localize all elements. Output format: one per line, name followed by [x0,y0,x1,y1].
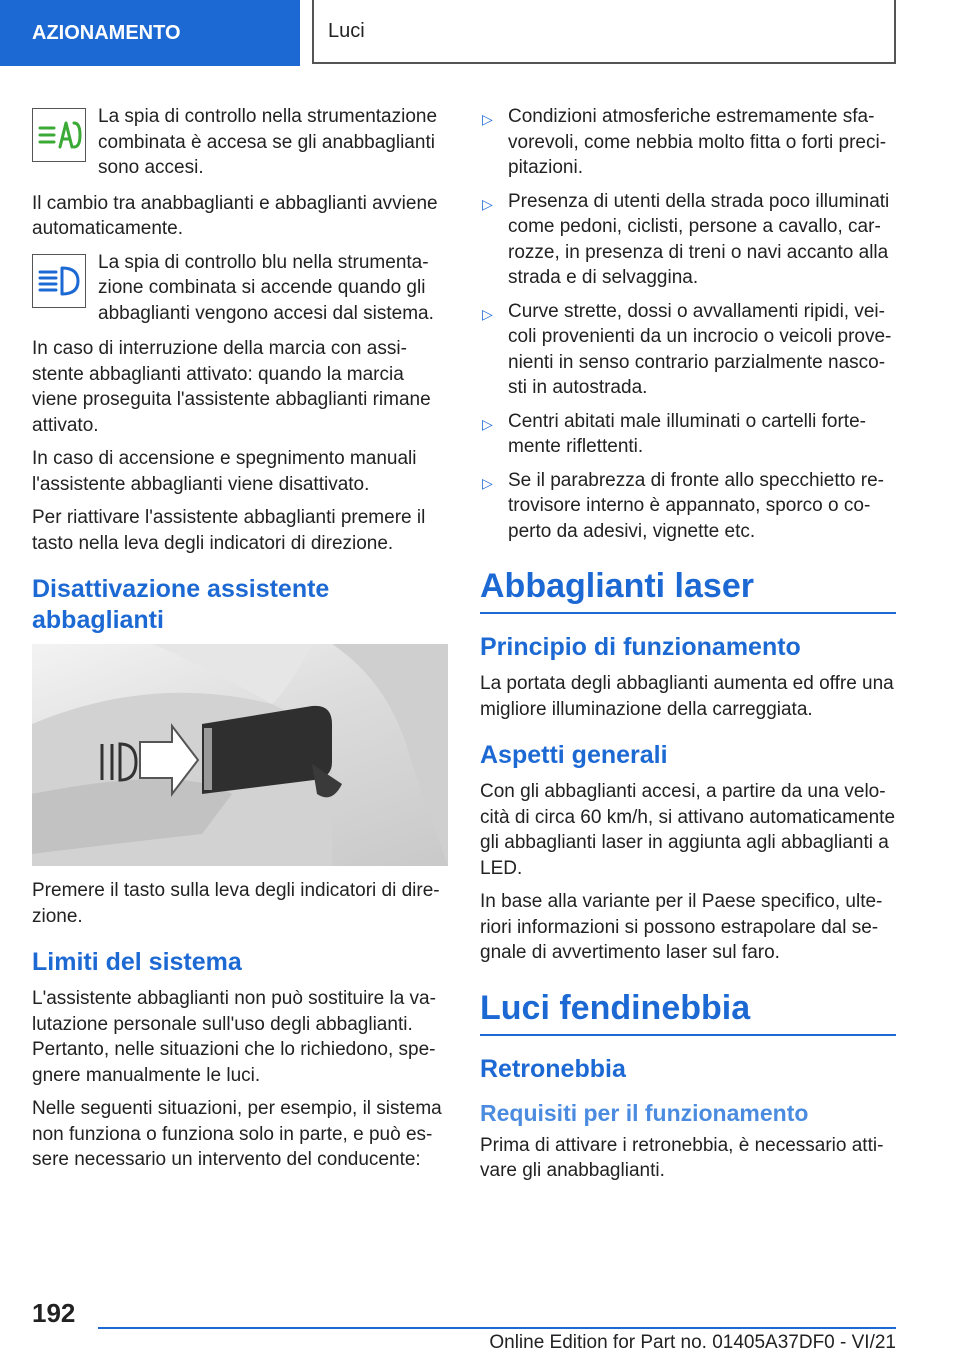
paragraph: L'assistente abbaglianti non può sostituire la va-lutazione personale sull'uso degli abbaglianti. Pertanto, nelle situazioni che lo richiedono, spe-gnere manualmente le luci. [32,988,436,1086]
paragraph: Per riattivare l'assistente abbaglianti premere il tasto nella leva degli indicatori di direzione. [32,507,426,554]
section-label: AZIONAMENTO [32,21,181,44]
figure-caption: Premere il tasto sulla leva degli indicatori di dire-zione. [32,880,440,927]
indicator-note-green-text: La spia di controllo nella strumentazione combinata è accesa se gli anabbaglianti sono accesi. [98,106,438,178]
turn-signal-lever-illustration [32,644,448,866]
paragraph: In caso di accensione e spegnimento manuali l'assistente abbaglianti viene disattivato. [32,448,417,495]
list-item: ▷ Se il parabrezza di fronte allo specchietto re-trovisore interno è appannato, sporco o co-perto da adesivi, vignette etc. [482,469,884,542]
list-item: ▷ Centri abitati male illuminati o cartelli forte-mente riflettenti. [482,410,866,457]
page-number: 192 [32,1298,76,1328]
indicator-note-blue-text: La spia di controllo blu nella strumenta-zione combinata si accende quando gli abbaglianti vengono accesi dal sistema. [98,251,434,324]
left-column [32,104,448,1181]
triangle-bullet-icon: ▷ [482,415,493,432]
paragraph: Con gli abbaglianti accesi, a partire da una velo-cità di circa 60 km/h, si attivano automaticamente gli abbaglianti laser in aggiunta agli abbaglianti a LED. [480,781,896,879]
triangle-bullet-icon: ▷ [482,111,493,127]
paragraph: Nelle seguenti situazioni, per esempio, il sistema non funziona o funziona solo in parte, e può es-sere necessario un intervento del conducente: [32,1098,442,1170]
chapter-label: Luci [328,19,365,42]
section-heading: Disattivazione assistente abbaglianti [32,575,330,634]
subsection-heading: Requisiti per il funzionamento [480,1099,809,1126]
list-item: ▷ Condizioni atmosferiche estremamente sfa-vorevoli, come nebbia molto fitta o forti preci-pitazioni. [482,106,887,178]
section-tab [0,0,300,66]
section-heading: Principio di funzionamento [480,633,801,661]
right-column [480,104,896,1192]
paragraph: Prima di attivare i retronebbia, è necessario atti-vare gli anabbaglianti. [480,1134,884,1181]
triangle-bullet-icon: ▷ [482,195,493,212]
section-heading: Aspetti generali [480,741,668,769]
footer-rule [98,1327,896,1329]
triangle-bullet-icon: ▷ [482,305,493,322]
indicator-note-green [32,104,448,181]
paragraph: Il cambio tra anabbaglianti e abbaglianti avviene automaticamente. [32,192,438,239]
indicator-note-blue [32,250,448,327]
automatic-high-beam-green-icon [32,108,86,162]
list-item: ▷ Curve strette, dossi o avvallamenti ripidi, vei-coli provenienti da un incrocio o veicoli prove-nienti in senso contrario parzialmente nasco-sti in autostrada. [482,300,892,398]
section-heading: Limiti del sistema [32,948,242,976]
section-heading: Retronebbia [480,1054,626,1083]
paragraph: La portata degli abbaglianti aumenta ed offre una migliore illuminazione della carreggiata. [480,673,894,720]
chapter-heading: Luci fendinebbia [480,988,896,1036]
triangle-bullet-icon: ▷ [482,474,493,491]
high-beam-blue-icon [32,254,86,308]
conditions-list [480,104,896,544]
chapter-heading: Abbaglianti laser [480,566,896,614]
paragraph: In caso di interruzione della marcia con assi-stente abbaglianti attivato: quando la marcia viene proseguita l'assistente abbaglianti rimane attivato. [32,338,431,436]
chapter-header [312,0,896,64]
list-item: ▷ Presenza di utenti della strada poco illuminati come pedoni, ciclisti, persone a cavallo, car-rozze, in presenza di treni o navi accanto alla strada e di selvaggina. [482,190,890,288]
paragraph: In base alla variante per il Paese specifico, ulte-riori informazioni si possono estrapolare dal se-gnale di avvertimento laser sul faro. [480,891,883,963]
edition-footer: Online Edition for Part no. 01405A37DF0 - VI/21 [489,1332,896,1353]
